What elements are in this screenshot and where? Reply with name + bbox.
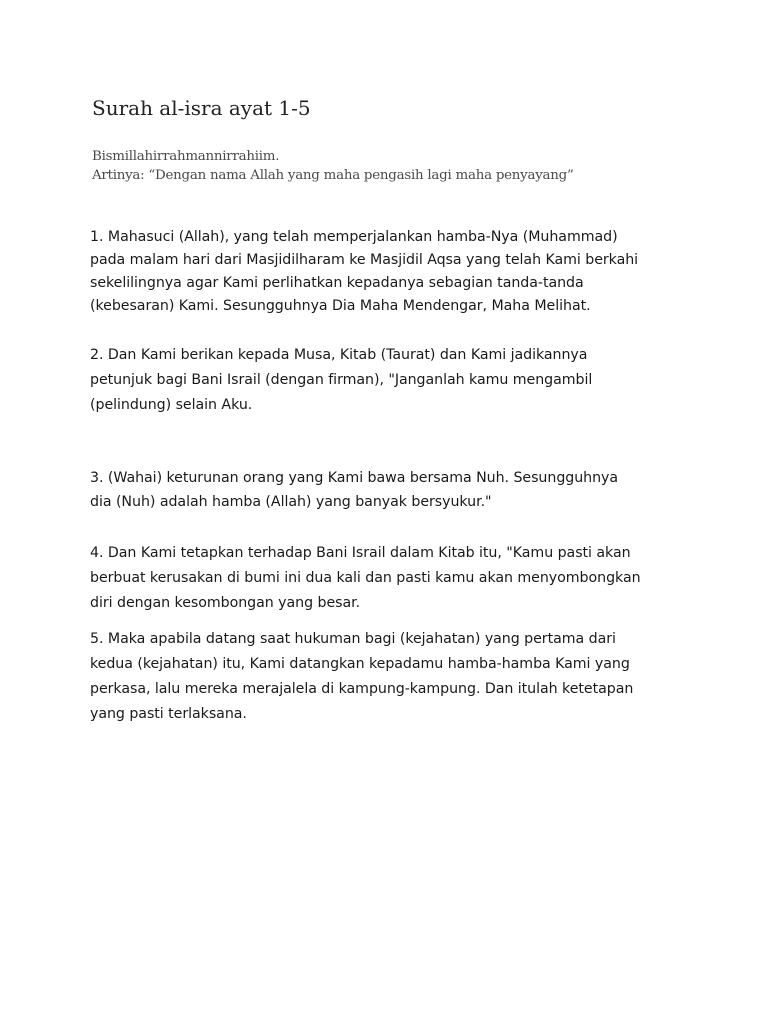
verse-2 [90, 343, 680, 418]
document-title: Surah al-isra ayat 1-5 [92, 96, 311, 120]
verse-line: perkasa, lalu mereka merajalela di kampung-kampung. Dan itulah ketetapan [90, 681, 634, 697]
intro-block [92, 147, 574, 185]
verse-line: pada malam hari dari Masjidilharam ke Masjidil Aqsa yang telah Kami berkahi [90, 252, 639, 268]
verse-line: 4. Dan Kami tetapkan terhadap Bani Israil dalam Kitab itu, "Kamu pasti akan [90, 545, 631, 561]
bismillah-line: Bismillahirrahmannirrahiim. [92, 149, 280, 164]
verse-5 [90, 627, 680, 727]
verse-line: 1. Mahasuci (Allah), yang telah memperjalankan hamba-Nya (Muhammad) [90, 229, 618, 245]
verse-line: petunjuk bagi Bani Israil (dengan firman), "Janganlah kamu mengambil [90, 372, 593, 388]
verse-line: sekelilingnya agar Kami perlihatkan kepadanya sebagian tanda-tanda [90, 275, 584, 291]
verse-line: (pelindung) selain Aku. [90, 397, 253, 413]
verse-line: kedua (kejahatan) itu, Kami datangkan kepadamu hamba-hamba Kami yang [90, 656, 630, 672]
verse-4 [90, 541, 680, 616]
verse-line: yang pasti terlaksana. [90, 706, 247, 722]
translation-line: Artinya: “Dengan nama Allah yang maha pengasih lagi maha penyayang” [92, 168, 574, 183]
verse-3 [90, 466, 680, 514]
verse-line: berbuat kerusakan di bumi ini dua kali dan pasti kamu akan menyombongkan [90, 570, 641, 586]
verse-line: dia (Nuh) adalah hamba (Allah) yang banyak bersyukur." [90, 494, 492, 510]
verse-line: (kebesaran) Kami. Sesungguhnya Dia Maha Mendengar, Maha Melihat. [90, 298, 591, 314]
verse-1 [90, 226, 680, 318]
verse-line: 3. (Wahai) keturunan orang yang Kami bawa bersama Nuh. Sesungguhnya [90, 470, 619, 486]
verse-line: 5. Maka apabila datang saat hukuman bagi (kejahatan) yang pertama dari [90, 631, 616, 647]
verse-line: 2. Dan Kami berikan kepada Musa, Kitab (Taurat) dan Kami jadikannya [90, 347, 588, 363]
verse-line: diri dengan kesombongan yang besar. [90, 595, 361, 611]
